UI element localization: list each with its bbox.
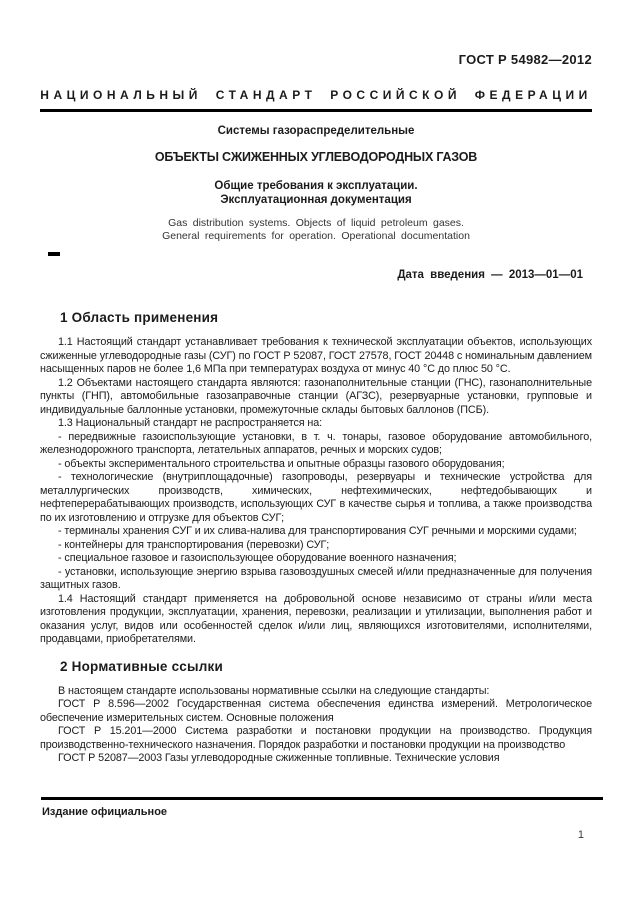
list-item: - установки, использующие энергию взрыва газовоздушных смесей и/или предназначенные для получения защитных газов.: [40, 565, 592, 591]
standard-reference: ГОСТ Р 15.201—2000 Система разработки и постановки продукции на производство. Продукция производственно-технического назначения. Порядок разработки и постановки продукции на производство: [40, 725, 592, 751]
list-item: - контейнеры для транспортирования (перевозки) СУГ;: [58, 538, 330, 551]
effective-date: Дата введения — 2013—01—01: [397, 269, 583, 281]
header-rule: [40, 109, 592, 112]
paragraph: 1.3 Национальный стандарт не распространяется на:: [58, 417, 323, 429]
standard-reference: ГОСТ Р 8.596—2002 Государственная система обеспечения единства измерений. Метрологическое обеспечение измерительных систем. Основные положения: [40, 698, 592, 724]
section-heading-normative-refs: 2 Нормативные ссылки: [60, 658, 223, 674]
paragraph: 1.1 Настоящий стандарт устанавливает требования к технической эксплуатации объектов, использующих сжиженные углеводородные газы (СУГ) по ГОСТ Р 52087, ГОСТ 27578, ГОСТ 20448 с номинальным давлением насыщенных паров не более 1,6 МПа при температурах воздуха от минус 40 °С до плюс 50 °С.: [40, 336, 592, 375]
margin-binding-mark: [48, 252, 60, 256]
section-body-normative-refs: [40, 685, 592, 766]
footer-rule: [41, 797, 603, 800]
section-heading-scope: 1 Область применения: [60, 310, 219, 325]
official-edition-label: Издание официальное: [42, 806, 168, 818]
paragraph: В настоящем стандарте использованы нормативные ссылки на следующие стандарты:: [58, 684, 490, 697]
list-item: - объекты экспериментального строительства и опытные образцы газового оборудования;: [58, 457, 505, 470]
title-group: Системы газораспределительные: [217, 125, 415, 137]
paragraph: 1.4 Настоящий стандарт применяется на добровольной основе независимо от страны и/или места изготовления продукции, эксплуатации, хранения, перевозки, реализации и утилизации, выполнения работ и оказания услуг, видов или особенностей сделок и/или лиц, являющихся изготовителями, исполнителями, продавцами, приобретателями.: [40, 592, 592, 645]
page-number: 1: [577, 829, 584, 841]
list-item: - терминалы хранения СУГ и их слива-налива для транспортирования СУГ речными и морскими судами;: [58, 525, 577, 537]
title-subtitle: [40, 179, 592, 207]
paragraph: 1.2 Объектами настоящего стандарта являются: газонаполнительные станции (ГНС), газонаполнительные пункты (ГНП), автомобильные газозаправочные станции (АГЗС), резервуарные установки, групповые и индивидуальные баллонные установки, промежуточные склады бытовых баллонов (ПСБ).: [40, 376, 592, 416]
title-main: ОБЪЕКТЫ СЖИЖЕННЫХ УГЛЕВОДОРОДНЫХ ГАЗОВ: [154, 150, 478, 164]
title-english-line1: Gas distribution systems. Objects of liquid petroleum gases.: [168, 217, 464, 229]
list-item: - технологические (внутриплощадочные) газопроводы, резервуары и технические устройства для металлургических производств, химических, нефтехимических, нефтедобывающих и нефтеперерабатывающих производств, использующих СУГ в качестве сырья и топлива, а также производства по их изготовлению и отгрузке для объектов СУГ;: [40, 471, 592, 524]
title-subtitle-line2: Эксплуатационная документация: [220, 194, 412, 206]
doc-number: ГОСТ Р 54982—2012: [458, 52, 592, 67]
standard-type-header: НАЦИОНАЛЬНЫЙ СТАНДАРТ РОССИЙСКОЙ ФЕДЕРАЦИИ: [40, 88, 592, 102]
standard-reference: ГОСТ Р 52087—2003 Газы углеводородные сжиженные топливные. Технические условия: [58, 752, 500, 764]
list-item: - специальное газовое и газоиспользующее оборудование военного назначения;: [58, 552, 457, 564]
section-body-scope: [40, 336, 592, 647]
title-subtitle-line1: Общие требования к эксплуатации.: [214, 180, 418, 192]
list-item: - передвижные газоиспользующие установки, в т. ч. тонары, газовое оборудование автомобильного, железнодорожного транспорта, летательных аппаратов, речных и морских судов;: [40, 430, 592, 456]
title-english-line2: General requirements for operation. Operational documentation: [162, 229, 470, 242]
title-english: [40, 217, 592, 242]
